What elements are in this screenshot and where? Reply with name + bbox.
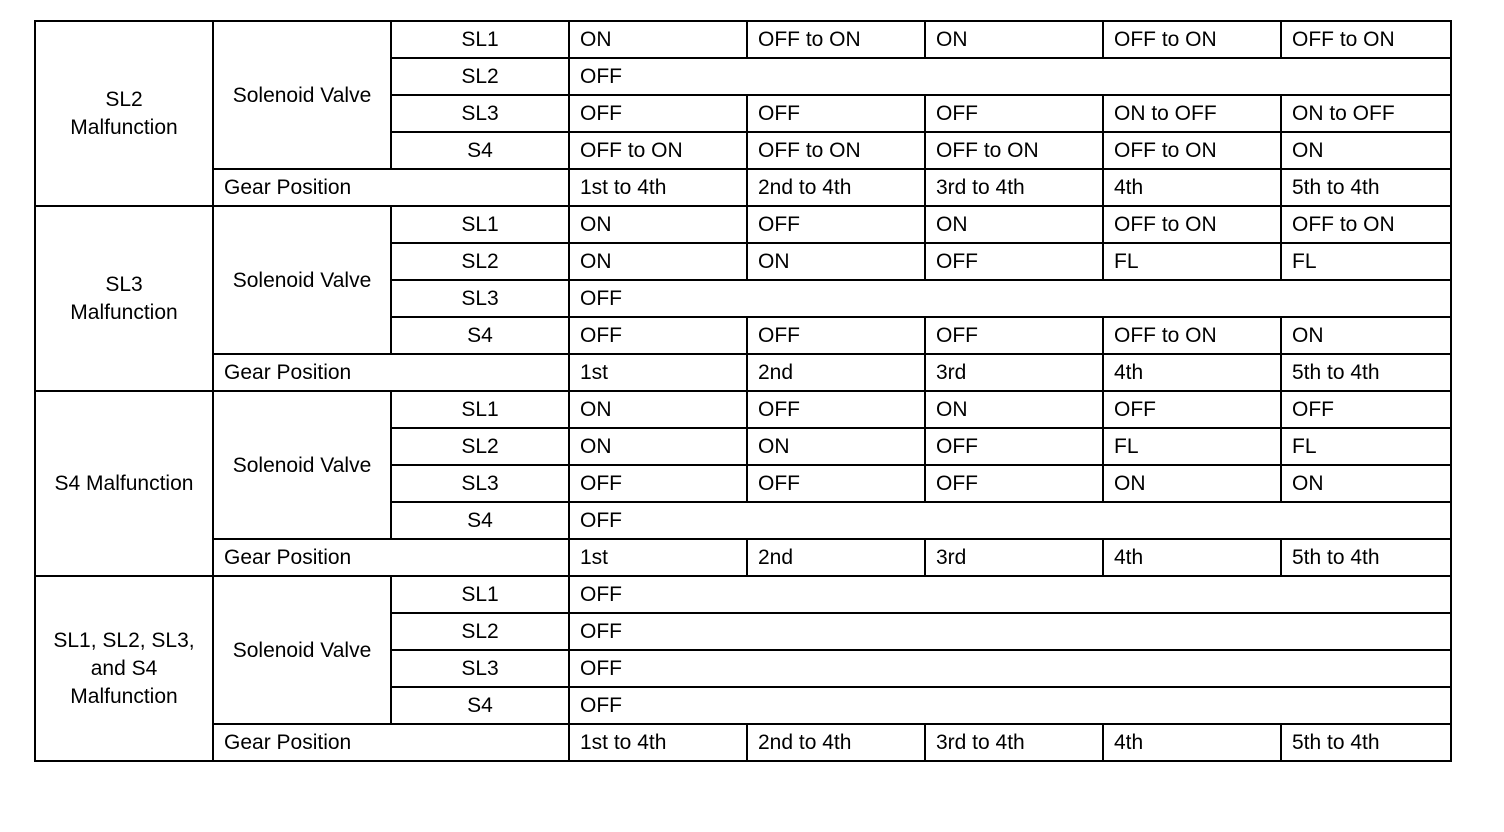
valve-state-cell: ON [925, 21, 1103, 58]
valve-state-cell: FL [1103, 243, 1281, 280]
valve-state-cell: FL [1281, 428, 1451, 465]
valve-state-cell: OFF to ON [1103, 21, 1281, 58]
valve-state-cell: ON [1103, 465, 1281, 502]
valve-name: S4 [391, 132, 569, 169]
valve-state-cell: OFF [925, 465, 1103, 502]
valve-state-cell: OFF [925, 428, 1103, 465]
gear-position-cell: 3rd [925, 354, 1103, 391]
valve-state-cell: ON [925, 391, 1103, 428]
valve-state-cell: ON [747, 428, 925, 465]
valve-state-cell: FL [1281, 243, 1451, 280]
valve-state-cell: OFF [569, 280, 1451, 317]
malfunction-label: SL1, SL2, SL3, and S4 Malfunction [35, 576, 213, 761]
table-row [35, 391, 1451, 428]
valve-name: SL2 [391, 243, 569, 280]
valve-state-cell: OFF [747, 465, 925, 502]
gear-position-row [35, 169, 1451, 206]
valve-state-cell: ON [569, 391, 747, 428]
gear-position-row [35, 354, 1451, 391]
solenoid-valve-label: Solenoid Valve [213, 576, 391, 724]
valve-state-cell: ON [569, 428, 747, 465]
valve-state-cell: ON [1281, 465, 1451, 502]
gear-position-cell: 5th to 4th [1281, 354, 1451, 391]
gear-position-cell: 4th [1103, 354, 1281, 391]
malfunction-table [34, 20, 1452, 762]
valve-state-cell: OFF [569, 687, 1451, 724]
valve-name: SL2 [391, 613, 569, 650]
valve-name: SL2 [391, 428, 569, 465]
gear-position-row [35, 724, 1451, 761]
valve-name: SL1 [391, 206, 569, 243]
valve-state-cell: OFF [747, 206, 925, 243]
valve-state-cell: FL [1103, 428, 1281, 465]
valve-state-cell: OFF [925, 95, 1103, 132]
valve-name: SL3 [391, 95, 569, 132]
valve-state-cell: OFF [569, 317, 747, 354]
solenoid-valve-label: Solenoid Valve [213, 21, 391, 169]
gear-position-cell: 3rd [925, 539, 1103, 576]
valve-state-cell: OFF to ON [1103, 132, 1281, 169]
gear-position-cell: 4th [1103, 724, 1281, 761]
gear-position-row [35, 539, 1451, 576]
malfunction-label: SL3 Malfunction [35, 206, 213, 391]
gear-position-cell: 1st [569, 539, 747, 576]
valve-state-cell: OFF to ON [569, 132, 747, 169]
gear-position-label: Gear Position [213, 724, 569, 761]
gear-position-cell: 1st to 4th [569, 724, 747, 761]
valve-name: SL3 [391, 465, 569, 502]
valve-state-cell: ON [569, 243, 747, 280]
valve-name: SL1 [391, 21, 569, 58]
solenoid-valve-label: Solenoid Valve [213, 206, 391, 354]
valve-state-cell: ON [747, 243, 925, 280]
solenoid-valve-label: Solenoid Valve [213, 391, 391, 539]
valve-state-cell: ON [925, 206, 1103, 243]
gear-position-cell: 5th to 4th [1281, 539, 1451, 576]
valve-state-cell: OFF [925, 243, 1103, 280]
valve-state-cell: OFF to ON [1103, 206, 1281, 243]
gear-position-cell: 2nd to 4th [747, 169, 925, 206]
malfunction-label: S4 Malfunction [35, 391, 213, 576]
table-row [35, 576, 1451, 613]
valve-name: S4 [391, 687, 569, 724]
gear-position-cell: 2nd [747, 354, 925, 391]
valve-name: SL1 [391, 576, 569, 613]
gear-position-cell: 2nd to 4th [747, 724, 925, 761]
valve-name: SL1 [391, 391, 569, 428]
valve-name: S4 [391, 502, 569, 539]
gear-position-label: Gear Position [213, 169, 569, 206]
valve-state-cell: OFF [747, 391, 925, 428]
gear-position-cell: 2nd [747, 539, 925, 576]
valve-state-cell: OFF [569, 650, 1451, 687]
valve-state-cell: ON [1281, 132, 1451, 169]
valve-state-cell: OFF to ON [747, 132, 925, 169]
gear-position-label: Gear Position [213, 539, 569, 576]
gear-position-cell: 3rd to 4th [925, 169, 1103, 206]
valve-state-cell: OFF [925, 317, 1103, 354]
gear-position-cell: 4th [1103, 169, 1281, 206]
gear-position-cell: 1st [569, 354, 747, 391]
valve-state-cell: OFF [569, 613, 1451, 650]
valve-state-cell: OFF [747, 95, 925, 132]
valve-state-cell: OFF [1281, 391, 1451, 428]
valve-state-cell: OFF to ON [925, 132, 1103, 169]
valve-state-cell: ON [569, 206, 747, 243]
valve-state-cell: OFF [569, 502, 1451, 539]
valve-state-cell: OFF [569, 576, 1451, 613]
valve-state-cell: OFF to ON [1281, 206, 1451, 243]
gear-position-label: Gear Position [213, 354, 569, 391]
gear-position-cell: 4th [1103, 539, 1281, 576]
malfunction-label: SL2 Malfunction [35, 21, 213, 206]
table-row [35, 21, 1451, 58]
valve-name: SL3 [391, 650, 569, 687]
valve-state-cell: OFF [569, 465, 747, 502]
valve-name: SL3 [391, 280, 569, 317]
valve-state-cell: OFF [747, 317, 925, 354]
valve-state-cell: ON [1281, 317, 1451, 354]
valve-state-cell: OFF to ON [747, 21, 925, 58]
table-row [35, 206, 1451, 243]
valve-state-cell: OFF [569, 95, 747, 132]
gear-position-cell: 3rd to 4th [925, 724, 1103, 761]
gear-position-cell: 1st to 4th [569, 169, 747, 206]
valve-state-cell: OFF to ON [1103, 317, 1281, 354]
valve-state-cell: ON to OFF [1281, 95, 1451, 132]
valve-state-cell: ON to OFF [1103, 95, 1281, 132]
valve-state-cell: OFF to ON [1281, 21, 1451, 58]
valve-state-cell: OFF [569, 58, 1451, 95]
valve-name: S4 [391, 317, 569, 354]
gear-position-cell: 5th to 4th [1281, 169, 1451, 206]
valve-state-cell: ON [569, 21, 747, 58]
valve-state-cell: OFF [1103, 391, 1281, 428]
gear-position-cell: 5th to 4th [1281, 724, 1451, 761]
valve-name: SL2 [391, 58, 569, 95]
